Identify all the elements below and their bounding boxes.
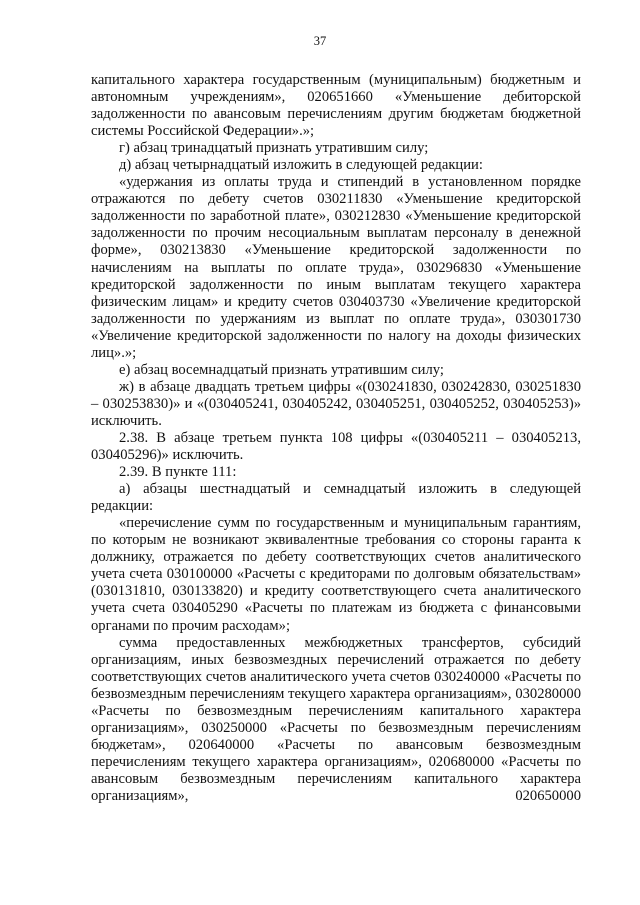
paragraph: «удержания из оплаты труда и стипендий в установленном порядке отражаются по дебету счетов 030211830 «Уменьшение кредиторской задолженности по заработной плате», 030212830 «Уменьшение кредиторской задолженности по прочим несоциальным выплатам персоналу в денежной форме», 030213830 «Уменьшение кредиторской задолженности по начислениям на выплаты по оплате труда», 030296830 «Уменьшение кредиторской задолженности по иным выплатам текущего характера физическим лицам» и кредиту счетов 030403730 «Увеличение кредиторской задолженности по удержаниям из выплат по оплате труда», 030301730 «Увеличение кредиторской задолженности по налогу на доходы физических лиц».»; — [91, 174, 581, 361]
paragraph: г) абзац тринадцатый признать утратившим силу; — [119, 140, 429, 157]
paragraph: ж) в абзаце двадцать третьем цифры «(030241830, 030242830, 030251830 – 030253830)» и «(030405241, 030405242, 030405251, 030405252, 030405253)» исключить. — [91, 378, 581, 429]
paragraph: сумма предоставленных межбюджетных трансфертов, субсидий организациям, иных безвозмездных перечислений отражается по дебету соответствующих счетов аналитического учета счетов 030240000 «Расчеты по безвозмездным перечислениям текущего характера организациям», 030280000 «Расчеты по безвозмездным перечислениям капитального характера организациям», 030250000 «Расчеты по безвозмездным перечислениям бюджетам», 020640000 «Расчеты по авансовым безвозмездным перечислениям текущего характера организациям», 020680000 «Расчеты по авансовым безвозмездным перечислениям капитального характера организациям», 020650000 — [91, 634, 581, 804]
paragraph: 2.38. В абзаце третьем пункта 108 цифры «(030405211 – 030405213, 030405296)» исключить. — [91, 429, 581, 464]
paragraph: е) абзац восемнадцатый признать утратившим силу; — [119, 361, 444, 378]
paragraph: 2.39. В пункте 111: — [119, 464, 237, 481]
paragraph: капитального характера государственным (муниципальным) бюджетным и автономным учреждениям», 020651660 «Уменьшение дебиторской задолженности по авансовым перечислениям другим бюджетам бюджетной системы Российской Федерации».»; — [91, 72, 581, 140]
document-body — [91, 72, 581, 805]
paragraph: а) абзацы шестнадцатый и семнадцатый изложить в следующей редакции: — [91, 481, 581, 515]
page-number: 37 — [313, 34, 327, 48]
paragraph: «перечисление сумм по государственным и муниципальным гарантиям, по которым не возникают эквивалентные требования со стороны гаранта к должнику, отражается по дебету соответствующих счетов аналитического учета счета 030100000 «Расчеты с кредиторами по долговым обязательствам» (030131810, 030133820) и кредиту соответствующего счета аналитического учета счета 030405290 «Расчеты по платежам из бюджета с финансовыми органами по прочим расходам»; — [91, 515, 581, 634]
paragraph: д) абзац четырнадцатый изложить в следующей редакции: — [119, 157, 483, 174]
